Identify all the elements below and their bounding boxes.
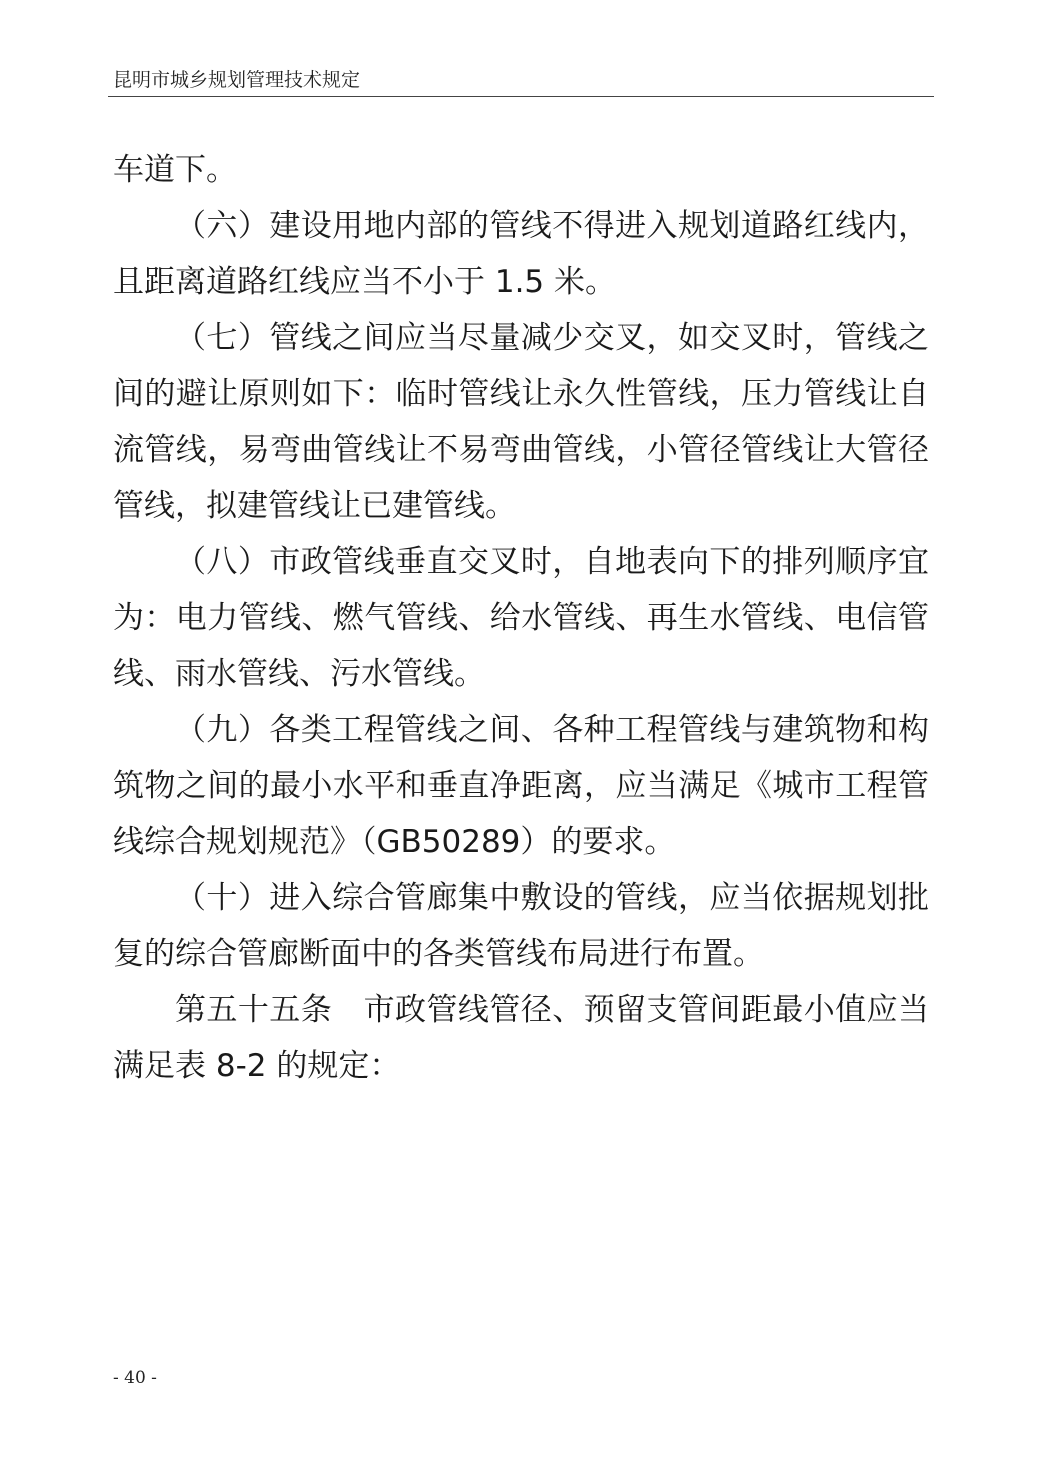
running-header: 昆明市城乡规划管理技术规定 — [113, 69, 361, 91]
article-number: 第五十五条 — [175, 992, 333, 1028]
page-number: - 40 - — [113, 1368, 157, 1388]
article-text: 市政管线管径、预留支管间距最小值应当满足表 8-2 的规定： — [113, 992, 930, 1084]
article-55 — [113, 982, 929, 1094]
document-body — [113, 142, 929, 1094]
header-rule — [108, 96, 934, 97]
paragraph-item-8: （八）市政管线垂直交叉时，自地表向下的排列顺序宜为：电力管线、燃气管线、给水管线、再生水管线、电信管线、雨水管线、污水管线。 — [113, 544, 929, 692]
paragraph-item-9: （九）各类工程管线之间、各种工程管线与建筑物和构筑物之间的最小水平和垂直净距离，应当满足《城市工程管线综合规划规范》（GB50289）的要求。 — [113, 712, 929, 860]
paragraph-item-6: （六）建设用地内部的管线不得进入规划道路红线内，且距离道路红线应当不小于 1.5 米。 — [113, 208, 929, 300]
paragraph-item-7: （七）管线之间应当尽量减少交叉，如交叉时，管线之间的避让原则如下：临时管线让永久性管线，压力管线让自流管线，易弯曲管线让不易弯曲管线，小管径管线让大管径管线，拟建管线让已建管线。 — [113, 320, 929, 524]
paragraph-continuation: 车道下。 — [113, 152, 237, 188]
paragraph-item-10: （十）进入综合管廊集中敷设的管线，应当依据规划批复的综合管廊断面中的各类管线布局进行布置。 — [113, 880, 929, 972]
